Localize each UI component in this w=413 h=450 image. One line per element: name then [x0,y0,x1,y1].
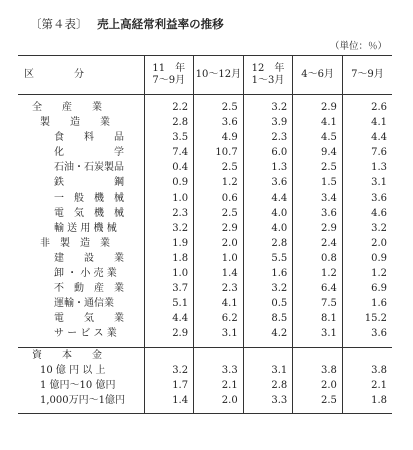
row-value: 4.1 [194,296,244,311]
row-value: 1.6 [243,266,293,281]
row-value: 2.8 [144,115,194,130]
row-value: 7.4 [144,145,194,160]
row-value: 1.3 [243,160,293,175]
unit-note: （単位：％） [329,41,387,52]
row-label: サ ー ビ ス 業 [54,328,117,340]
row-value [144,408,194,414]
row-label: 1,000万円～1億円 [40,394,125,406]
row-value: 1.9 [144,236,194,251]
table-row [18,236,392,251]
capital-header-row [18,347,392,363]
row-value: 2.9 [194,221,244,236]
table-row [18,191,392,206]
row-value: 3.6 [194,115,244,130]
row-value [144,347,194,363]
row-label: 輸 送 用 機 械 [54,222,117,234]
header-period-3-line1: 12 年 [251,63,285,74]
row-label: 非 製 造 業 [40,237,110,249]
header-period-5-line1: 7～9月 [351,69,384,80]
table-row [18,160,392,175]
row-value: 2.1 [342,378,392,393]
header-category [18,56,144,95]
row-label: 資 本 金 [18,347,144,363]
header-period-1-line1: 11 年 [152,63,186,74]
row-label: 全 産 業 [32,102,102,113]
row-value: 5.1 [144,296,194,311]
header-period-1 [144,56,194,95]
row-label: 石油・石炭製品 [54,162,124,174]
row-value: 0.5 [243,296,293,311]
row-value: 6.9 [342,281,392,296]
row-value: 3.2 [144,363,194,378]
row-value: 4.4 [243,191,293,206]
row-value: 4.1 [293,115,343,130]
row-value [342,408,392,414]
row-value: 3.2 [342,221,392,236]
row-value: 0.9 [342,251,392,266]
row-label: 電 気 機 械 [54,207,124,219]
row-value: 3.6 [293,206,343,221]
table-row [18,100,392,115]
table-row [18,378,392,393]
row-label [18,408,144,414]
row-value: 15.2 [342,311,392,326]
row-value: 4.0 [243,206,293,221]
row-value: 3.2 [243,281,293,296]
row-value: 4.9 [194,130,244,145]
table-row [18,145,392,160]
row-value: 1.7 [144,378,194,393]
row-value: 4.0 [243,221,293,236]
row-label: 卸 ・ 小 売 業 [54,268,117,280]
row-value [243,408,293,414]
table-row [18,251,392,266]
header-period-2-line1: 10～12月 [195,69,242,80]
row-value: 2.3 [144,206,194,221]
table-row [18,311,392,326]
row-label: 電 気 業 [54,313,124,325]
row-value: 2.8 [243,378,293,393]
row-value: 3.2 [243,100,293,115]
row-value [194,408,244,414]
row-label: 1 億円～10 億円 [40,379,116,391]
header-period-1-line2: 7～9月 [152,75,186,86]
row-value: 3.6 [342,326,392,341]
row-value: 9.4 [293,145,343,160]
row-value: 2.6 [342,100,392,115]
row-value: 2.9 [293,221,343,236]
row-value: 2.5 [293,160,343,175]
row-value: 0.6 [194,191,244,206]
row-value: 2.3 [194,281,244,296]
row-value: 2.0 [194,236,244,251]
table-title [30,16,224,32]
row-value: 3.1 [243,363,293,378]
row-label: 食 料 品 [54,132,124,144]
header-row [18,56,392,95]
row-value: 2.5 [194,160,244,175]
table-row [18,130,392,145]
row-value: 6.4 [293,281,343,296]
table-row [18,266,392,281]
row-value: 3.1 [194,326,244,341]
row-value: 2.5 [194,206,244,221]
row-value: 5.5 [243,251,293,266]
row-value: 8.5 [243,311,293,326]
table-row [18,296,392,311]
row-value: 7.5 [293,296,343,311]
row-value: 10.7 [194,145,244,160]
row-value [342,347,392,363]
row-value: 3.5 [144,130,194,145]
row-value: 1.4 [144,393,194,408]
row-value: 2.3 [243,130,293,145]
row-label: 一 般 機 械 [54,192,124,204]
table-row [18,393,392,408]
table-title-text: 売上高経常利益率の推移 [97,17,224,31]
row-value: 1.0 [144,191,194,206]
row-value: 4.6 [342,206,392,221]
header-period-5 [342,56,392,95]
row-value: 1.2 [293,266,343,281]
row-value: 3.1 [342,175,392,190]
row-value: 3.7 [144,281,194,296]
row-value: 4.4 [342,130,392,145]
header-period-3-line2: 1～3月 [251,75,285,86]
row-value: 1.2 [194,175,244,190]
table-row [18,281,392,296]
row-value: 1.5 [293,175,343,190]
row-label: 不 動 産 業 [54,283,124,295]
table-number: 〔第４表〕 [30,17,88,31]
row-value: 3.2 [144,221,194,236]
header-category-label: 区 分 [24,69,84,80]
row-value [293,408,343,414]
row-value: 0.9 [144,175,194,190]
profit-ratio-table [18,55,392,414]
row-value: 3.8 [342,363,392,378]
row-value: 2.2 [144,100,194,115]
row-value: 8.1 [293,311,343,326]
row-value: 4.5 [293,130,343,145]
table-row [18,326,392,341]
row-label: 製 造 業 [40,117,110,129]
row-value: 2.4 [293,236,343,251]
row-value: 3.3 [243,393,293,408]
header-period-4 [293,56,343,95]
table-row [18,175,392,190]
row-value: 2.8 [243,236,293,251]
header-period-2 [194,56,244,95]
row-value: 3.6 [342,191,392,206]
row-value: 3.9 [243,115,293,130]
row-value: 3.1 [293,326,343,341]
row-value: 7.6 [342,145,392,160]
row-value: 1.8 [144,251,194,266]
table-row [18,115,392,130]
row-value: 2.5 [293,393,343,408]
row-value: 1.4 [194,266,244,281]
row-value: 4.4 [144,311,194,326]
row-value: 1.0 [144,266,194,281]
row-value: 2.1 [194,378,244,393]
row-value: 2.0 [293,378,343,393]
row-value: 0.8 [293,251,343,266]
row-value: 1.3 [342,160,392,175]
row-value: 2.5 [194,100,244,115]
row-value: 3.8 [293,363,343,378]
row-value: 1.2 [342,266,392,281]
row-value: 3.4 [293,191,343,206]
row-value [243,347,293,363]
row-value [194,347,244,363]
row-value: 6.0 [243,145,293,160]
row-value: 2.0 [194,393,244,408]
row-value: 3.6 [243,175,293,190]
row-label: 建 設 業 [54,252,124,264]
header-period-4-line1: 4～6月 [301,69,334,80]
row-label: 化 学 [54,147,124,159]
row-value: 2.9 [144,326,194,341]
row-value: 1.8 [342,393,392,408]
row-label: 10 億 円 以 上 [40,364,106,376]
row-value [293,347,343,363]
row-label: 運輸・通信業 [54,298,114,310]
row-value: 1.6 [342,296,392,311]
header-period-3 [243,56,293,95]
row-label: 鉄 鋼 [54,177,124,189]
spacer-row [18,408,392,414]
table-row [18,363,392,378]
row-value: 3.3 [194,363,244,378]
table-row [18,221,392,236]
row-value: 0.4 [144,160,194,175]
row-value: 6.2 [194,311,244,326]
table-row [18,206,392,221]
row-value: 1.0 [194,251,244,266]
row-value: 4.2 [243,326,293,341]
row-value: 2.0 [342,236,392,251]
row-value: 2.9 [293,100,343,115]
row-value: 4.1 [342,115,392,130]
